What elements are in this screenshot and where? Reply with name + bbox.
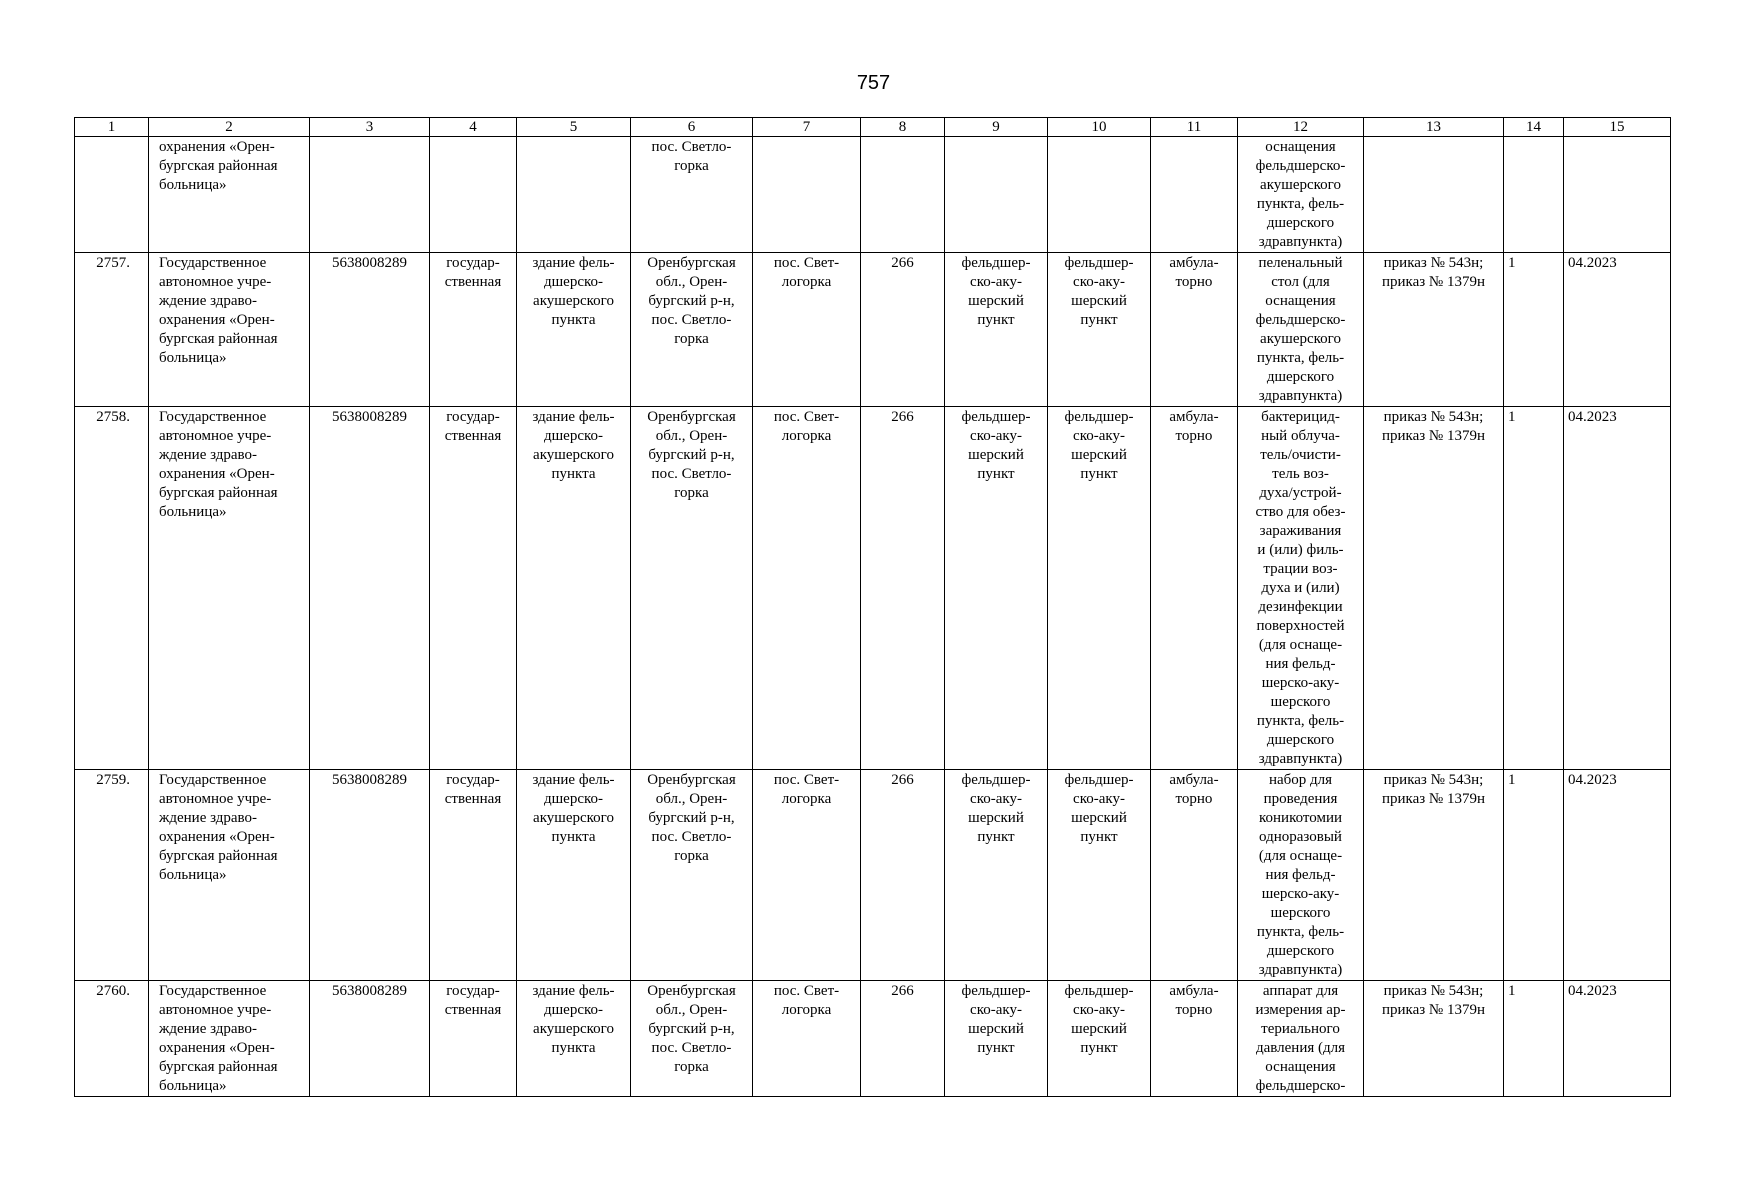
cell-date: 04.2023	[1564, 407, 1671, 770]
cell-building: здание фель- дшерско- акушерского пункта	[517, 770, 631, 981]
cell-empty	[1151, 137, 1238, 253]
cell-empty	[310, 137, 430, 253]
cell-unit-type: фельдшер- ско-аку- шерский пункт	[945, 981, 1048, 1097]
cell-code: 266	[861, 981, 945, 1097]
cell-address: Оренбургская обл., Орен- бургский р-н, пос. Светло- горка	[631, 407, 753, 770]
cell-address: Оренбургская обл., Орен- бургский р-н, пос. Светло- горка	[631, 253, 753, 407]
cell-unit-kind: фельдшер- ско-аку- шерский пункт	[1048, 253, 1151, 407]
cell-order: приказ № 543н; приказ № 1379н	[1364, 407, 1504, 770]
continuation-row	[75, 137, 1671, 253]
cell-empty	[945, 137, 1048, 253]
cell-locality: пос. Свет- логорка	[753, 770, 861, 981]
cell-num: 2758.	[75, 407, 149, 770]
cell-ownership: государ- ственная	[430, 981, 517, 1097]
cell-unit-type: фельдшер- ско-аку- шерский пункт	[945, 770, 1048, 981]
cell-num: 2759.	[75, 770, 149, 981]
cell-code: 266	[861, 253, 945, 407]
cell-equipment: пеленальный стол (для оснащения фельдшерско- акушерского пункта, фель- дшерского здравпункта)	[1238, 253, 1364, 407]
cell-equipment: аппарат для измерения ар- териального давления (для оснащения фельдшерско-	[1238, 981, 1364, 1097]
column-number: 13	[1364, 118, 1504, 137]
page-number: 757	[856, 72, 891, 94]
cell-ownership: государ- ственная	[430, 253, 517, 407]
cell-care: амбула- торно	[1151, 981, 1238, 1097]
column-number: 4	[430, 118, 517, 137]
cell-address: Оренбургская обл., Орен- бургский р-н, пос. Светло- горка	[631, 981, 753, 1097]
column-number: 3	[310, 118, 430, 137]
column-number: 5	[517, 118, 631, 137]
column-number: 10	[1048, 118, 1151, 137]
cell-care: амбула- торно	[1151, 253, 1238, 407]
cell-unit-type: фельдшер- ско-аку- шерский пункт	[945, 253, 1048, 407]
column-number: 2	[149, 118, 310, 137]
cell-org: Государственное автономное учре- ждение здраво- охранения «Орен- бургская районная больница»	[149, 981, 310, 1097]
cell-equipment: оснащения фельдшерско- акушерского пункта, фель- дшерского здравпункта)	[1238, 137, 1364, 253]
cell-equipment: бактерицид- ный облуча- тель/очисти- тель воз- духа/устрой- ство для обез- зараживания и (или) филь- трации воз- духа и (или) дезинфекции поверхностей (для оснаще- ния фельд- шерско-аку- шерского пункта, фель- дшерского здравпункта)	[1238, 407, 1364, 770]
table-row	[75, 253, 1671, 407]
cell-num	[75, 137, 149, 253]
cell-empty	[517, 137, 631, 253]
table-row	[75, 407, 1671, 770]
cell-num: 2757.	[75, 253, 149, 407]
cell-inn: 5638008289	[310, 770, 430, 981]
column-number: 9	[945, 118, 1048, 137]
cell-code: 266	[861, 770, 945, 981]
cell-empty	[753, 137, 861, 253]
cell-org: Государственное автономное учре- ждение здраво- охранения «Орен- бургская районная больница»	[149, 770, 310, 981]
cell-empty	[1564, 137, 1671, 253]
cell-qty: 1	[1504, 253, 1564, 407]
column-number: 7	[753, 118, 861, 137]
cell-address: пос. Светло- горка	[631, 137, 753, 253]
cell-ownership: государ- ственная	[430, 407, 517, 770]
cell-qty: 1	[1504, 981, 1564, 1097]
cell-date: 04.2023	[1564, 981, 1671, 1097]
cell-code: 266	[861, 407, 945, 770]
cell-unit-type: фельдшер- ско-аку- шерский пункт	[945, 407, 1048, 770]
cell-inn: 5638008289	[310, 407, 430, 770]
cell-inn: 5638008289	[310, 253, 430, 407]
column-number: 1	[75, 118, 149, 137]
cell-locality: пос. Свет- логорка	[753, 981, 861, 1097]
cell-org: Государственное автономное учре- ждение здраво- охранения «Орен- бургская районная больница»	[149, 407, 310, 770]
cell-empty	[1364, 137, 1504, 253]
cell-unit-kind: фельдшер- ско-аку- шерский пункт	[1048, 981, 1151, 1097]
column-number: 8	[861, 118, 945, 137]
cell-unit-kind: фельдшер- ско-аку- шерский пункт	[1048, 770, 1151, 981]
cell-locality: пос. Свет- логорка	[753, 253, 861, 407]
column-number: 14	[1504, 118, 1564, 137]
cell-date: 04.2023	[1564, 770, 1671, 981]
cell-locality: пос. Свет- логорка	[753, 407, 861, 770]
table-row	[75, 981, 1671, 1097]
cell-empty	[1048, 137, 1151, 253]
cell-ownership: государ- ственная	[430, 770, 517, 981]
cell-order: приказ № 543н; приказ № 1379н	[1364, 981, 1504, 1097]
cell-org: охранения «Орен- бургская районная больница»	[149, 137, 310, 253]
cell-unit-kind: фельдшер- ско-аку- шерский пункт	[1048, 407, 1151, 770]
cell-org: Государственное автономное учре- ждение здраво- охранения «Орен- бургская районная больница»	[149, 253, 310, 407]
cell-building: здание фель- дшерско- акушерского пункта	[517, 981, 631, 1097]
column-number-row	[75, 118, 1671, 137]
cell-order: приказ № 543н; приказ № 1379н	[1364, 770, 1504, 981]
cell-empty	[430, 137, 517, 253]
column-number: 6	[631, 118, 753, 137]
cell-inn: 5638008289	[310, 981, 430, 1097]
cell-empty	[1504, 137, 1564, 253]
column-number: 11	[1151, 118, 1238, 137]
table-row	[75, 770, 1671, 981]
cell-order: приказ № 543н; приказ № 1379н	[1364, 253, 1504, 407]
cell-care: амбула- торно	[1151, 407, 1238, 770]
cell-qty: 1	[1504, 407, 1564, 770]
column-number: 12	[1238, 118, 1364, 137]
cell-building: здание фель- дшерско- акушерского пункта	[517, 407, 631, 770]
column-number: 15	[1564, 118, 1671, 137]
registry-table	[74, 117, 1671, 1097]
cell-care: амбула- торно	[1151, 770, 1238, 981]
cell-num: 2760.	[75, 981, 149, 1097]
cell-empty	[861, 137, 945, 253]
cell-date: 04.2023	[1564, 253, 1671, 407]
cell-qty: 1	[1504, 770, 1564, 981]
cell-equipment: набор для проведения коникотомии одноразовый (для оснаще- ния фельд- шерско-аку- шерского пункта, фель- дшерского здравпункта)	[1238, 770, 1364, 981]
cell-building: здание фель- дшерско- акушерского пункта	[517, 253, 631, 407]
cell-address: Оренбургская обл., Орен- бургский р-н, пос. Светло- горка	[631, 770, 753, 981]
